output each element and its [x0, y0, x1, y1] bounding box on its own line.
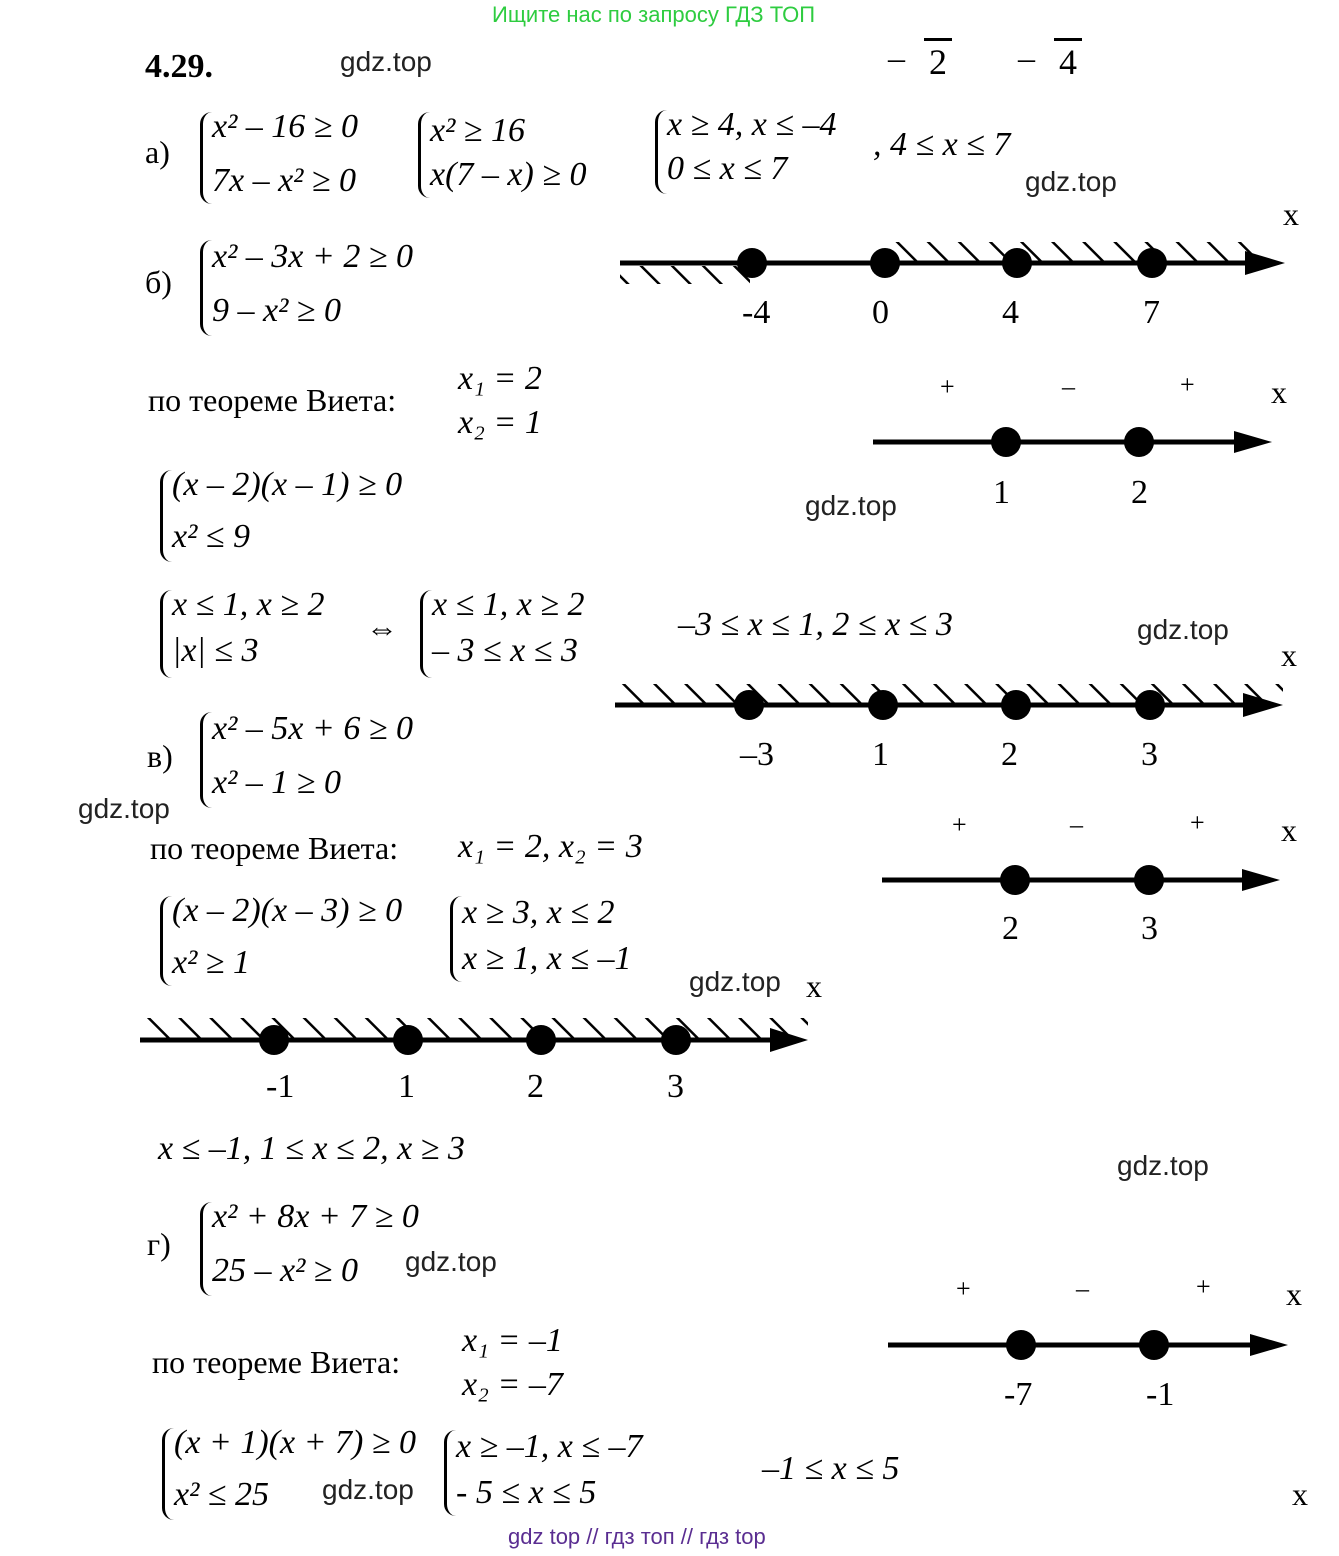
axis-label: x [1286, 1276, 1302, 1312]
sign-label: + [1190, 808, 1205, 837]
root: x₁ = 2 [458, 360, 542, 397]
equation: (x + 1)(x + 7) ≥ 0 [174, 1424, 417, 1461]
tick-label: –3 [740, 736, 774, 773]
answer: –3 ≤ x ≤ 1, 2 ≤ x ≤ 3 [678, 606, 953, 643]
equation: x ≥ 3, x ≤ 2 [462, 894, 615, 931]
tick-label: 0 [872, 294, 889, 331]
watermark: gdz.top [340, 46, 432, 77]
watermark: gdz.top [78, 793, 170, 824]
axis-point [1002, 248, 1032, 278]
equation: x ≤ 1, x ≥ 2 [172, 586, 325, 623]
answer: –1 ≤ x ≤ 5 [762, 1450, 900, 1487]
equation: x ≤ 1, x ≥ 2 [432, 586, 585, 623]
hatch-region [620, 266, 750, 284]
equation: x² + 8x + 7 ≥ 0 [212, 1198, 419, 1235]
axis-arrow [1234, 431, 1272, 453]
tick-label: -7 [1004, 1376, 1033, 1413]
watermark: gdz.top [1137, 614, 1229, 645]
equation: - 5 ≤ x ≤ 5 [456, 1474, 597, 1511]
watermark: gdz.top [322, 1474, 414, 1505]
watermark: gdz.top [689, 966, 781, 997]
axis-label: x [1292, 1476, 1308, 1512]
footer-links[interactable]: gdz top // гдз топ // гдз top [508, 1524, 766, 1549]
tick-label: 2 [1001, 736, 1018, 773]
answer: , 4 ≤ x ≤ 7 [873, 126, 1011, 163]
axis-point [734, 690, 764, 720]
equation: |x| ≤ 3 [172, 632, 259, 669]
equation: 0 ≤ x ≤ 7 [667, 150, 788, 187]
equation: x² – 5x + 6 ≥ 0 [212, 710, 413, 747]
part-label: а) [145, 134, 170, 170]
tick-label: 1 [993, 474, 1010, 511]
axis-point [1124, 427, 1154, 457]
equation: x² – 3x + 2 ≥ 0 [212, 238, 413, 275]
watermark: gdz.top [405, 1246, 497, 1277]
tick-label: -4 [742, 294, 771, 331]
part-label: б) [145, 264, 172, 300]
watermark: gdz.top [805, 490, 897, 521]
root: x₂ = 1 [458, 404, 542, 441]
axis-arrow [1250, 1334, 1288, 1356]
axis-arrow [770, 1028, 808, 1052]
axis-point [1134, 865, 1164, 895]
equation: x² ≥ 1 [172, 944, 250, 981]
axis-label: x [1271, 374, 1287, 410]
sign-label: – [1076, 1274, 1089, 1303]
answer: x ≤ –1, 1 ≤ x ≤ 2, x ≥ 3 [158, 1130, 465, 1167]
tick-label: 3 [1141, 736, 1158, 773]
axis-label: x [1281, 812, 1297, 848]
tick-label: 3 [1141, 910, 1158, 947]
tick-label: 2 [1002, 910, 1019, 947]
sign-label: + [940, 372, 955, 401]
tick-label: -1 [1146, 1376, 1175, 1413]
equation: x² – 16 ≥ 0 [212, 108, 358, 145]
axis-point [870, 248, 900, 278]
axis-point [259, 1025, 289, 1055]
axis-point [868, 690, 898, 720]
minus-sign: – [1018, 40, 1035, 77]
roots: x₁ = 2, x₂ = 3 [458, 828, 643, 865]
axis-label: x [1283, 196, 1299, 232]
part-label: в) [147, 738, 173, 774]
equation: x² ≤ 9 [172, 518, 250, 555]
axis-arrow [1243, 693, 1283, 717]
axis-point [661, 1025, 691, 1055]
axis-point [1139, 1330, 1169, 1360]
equation: x ≥ 1, x ≤ –1 [462, 940, 632, 977]
equation: – 3 ≤ x ≤ 3 [432, 632, 578, 669]
fraction [920, 28, 956, 83]
root: x₂ = –7 [462, 1366, 563, 1403]
equivalence-symbol: ⇔ [366, 610, 398, 646]
top-banner[interactable]: Ищите нас по запросу ГДЗ ТОП [492, 2, 816, 27]
tick-label: 2 [1131, 474, 1148, 511]
sign-label: + [1180, 370, 1195, 399]
sign-label: – [1070, 810, 1083, 839]
hatch-region [618, 684, 1283, 704]
equation: (x – 2)(x – 3) ≥ 0 [172, 892, 403, 929]
axis-point [393, 1025, 423, 1055]
equation: x ≥ –1, x ≤ –7 [456, 1428, 643, 1465]
axis-arrow [1242, 869, 1280, 891]
tick-label: -1 [266, 1068, 295, 1105]
fraction [1050, 28, 1086, 83]
hatch-region [142, 1018, 808, 1038]
axis-point [1006, 1330, 1036, 1360]
axis-point [1000, 865, 1030, 895]
watermark: gdz.top [1025, 166, 1117, 197]
part-label: г) [147, 1226, 171, 1262]
axis-point [991, 427, 1021, 457]
equation: x ≥ 4, x ≤ –4 [667, 106, 837, 143]
minus-sign: – [888, 40, 905, 77]
root: x₁ = –1 [462, 1322, 563, 1359]
axis-point [1137, 248, 1167, 278]
tick-label: 4 [1002, 294, 1019, 331]
tick-label: 1 [398, 1068, 415, 1105]
equation: (x – 2)(x – 1) ≥ 0 [172, 466, 403, 503]
equation: x² – 1 ≥ 0 [212, 764, 341, 801]
tick-label: 7 [1143, 294, 1160, 331]
equation: 25 – x² ≥ 0 [212, 1252, 358, 1289]
axis-arrow [1245, 251, 1285, 275]
axis-point [1001, 690, 1031, 720]
tick-label: 3 [667, 1068, 684, 1105]
fraction-denominator: 2 [929, 42, 947, 82]
sign-label: + [1196, 1272, 1211, 1301]
axis-point [737, 248, 767, 278]
sign-label: + [952, 810, 967, 839]
problem-number: 4.29. [145, 48, 213, 85]
equation: x² ≤ 25 [174, 1476, 269, 1513]
watermark: gdz.top [1117, 1150, 1209, 1181]
equation: x(7 – x) ≥ 0 [430, 156, 587, 193]
axis-point [526, 1025, 556, 1055]
fraction-denominator: 4 [1059, 42, 1077, 82]
sign-label: + [956, 1274, 971, 1303]
hatch-region [885, 242, 1265, 262]
vieta-label: по теореме Виета: [150, 830, 399, 866]
equation: x² ≥ 16 [430, 112, 525, 149]
tick-label: 1 [872, 736, 889, 773]
axis-point [1135, 690, 1165, 720]
axis-label: x [806, 968, 822, 1004]
vieta-label: по теореме Виета: [148, 382, 397, 418]
vieta-label: по теореме Виета: [152, 1344, 401, 1380]
equation: 7x – x² ≥ 0 [212, 162, 357, 199]
sign-label: – [1062, 372, 1075, 401]
tick-label: 2 [527, 1068, 544, 1105]
equation: 9 – x² ≥ 0 [212, 292, 341, 329]
axis-label: x [1281, 637, 1297, 673]
